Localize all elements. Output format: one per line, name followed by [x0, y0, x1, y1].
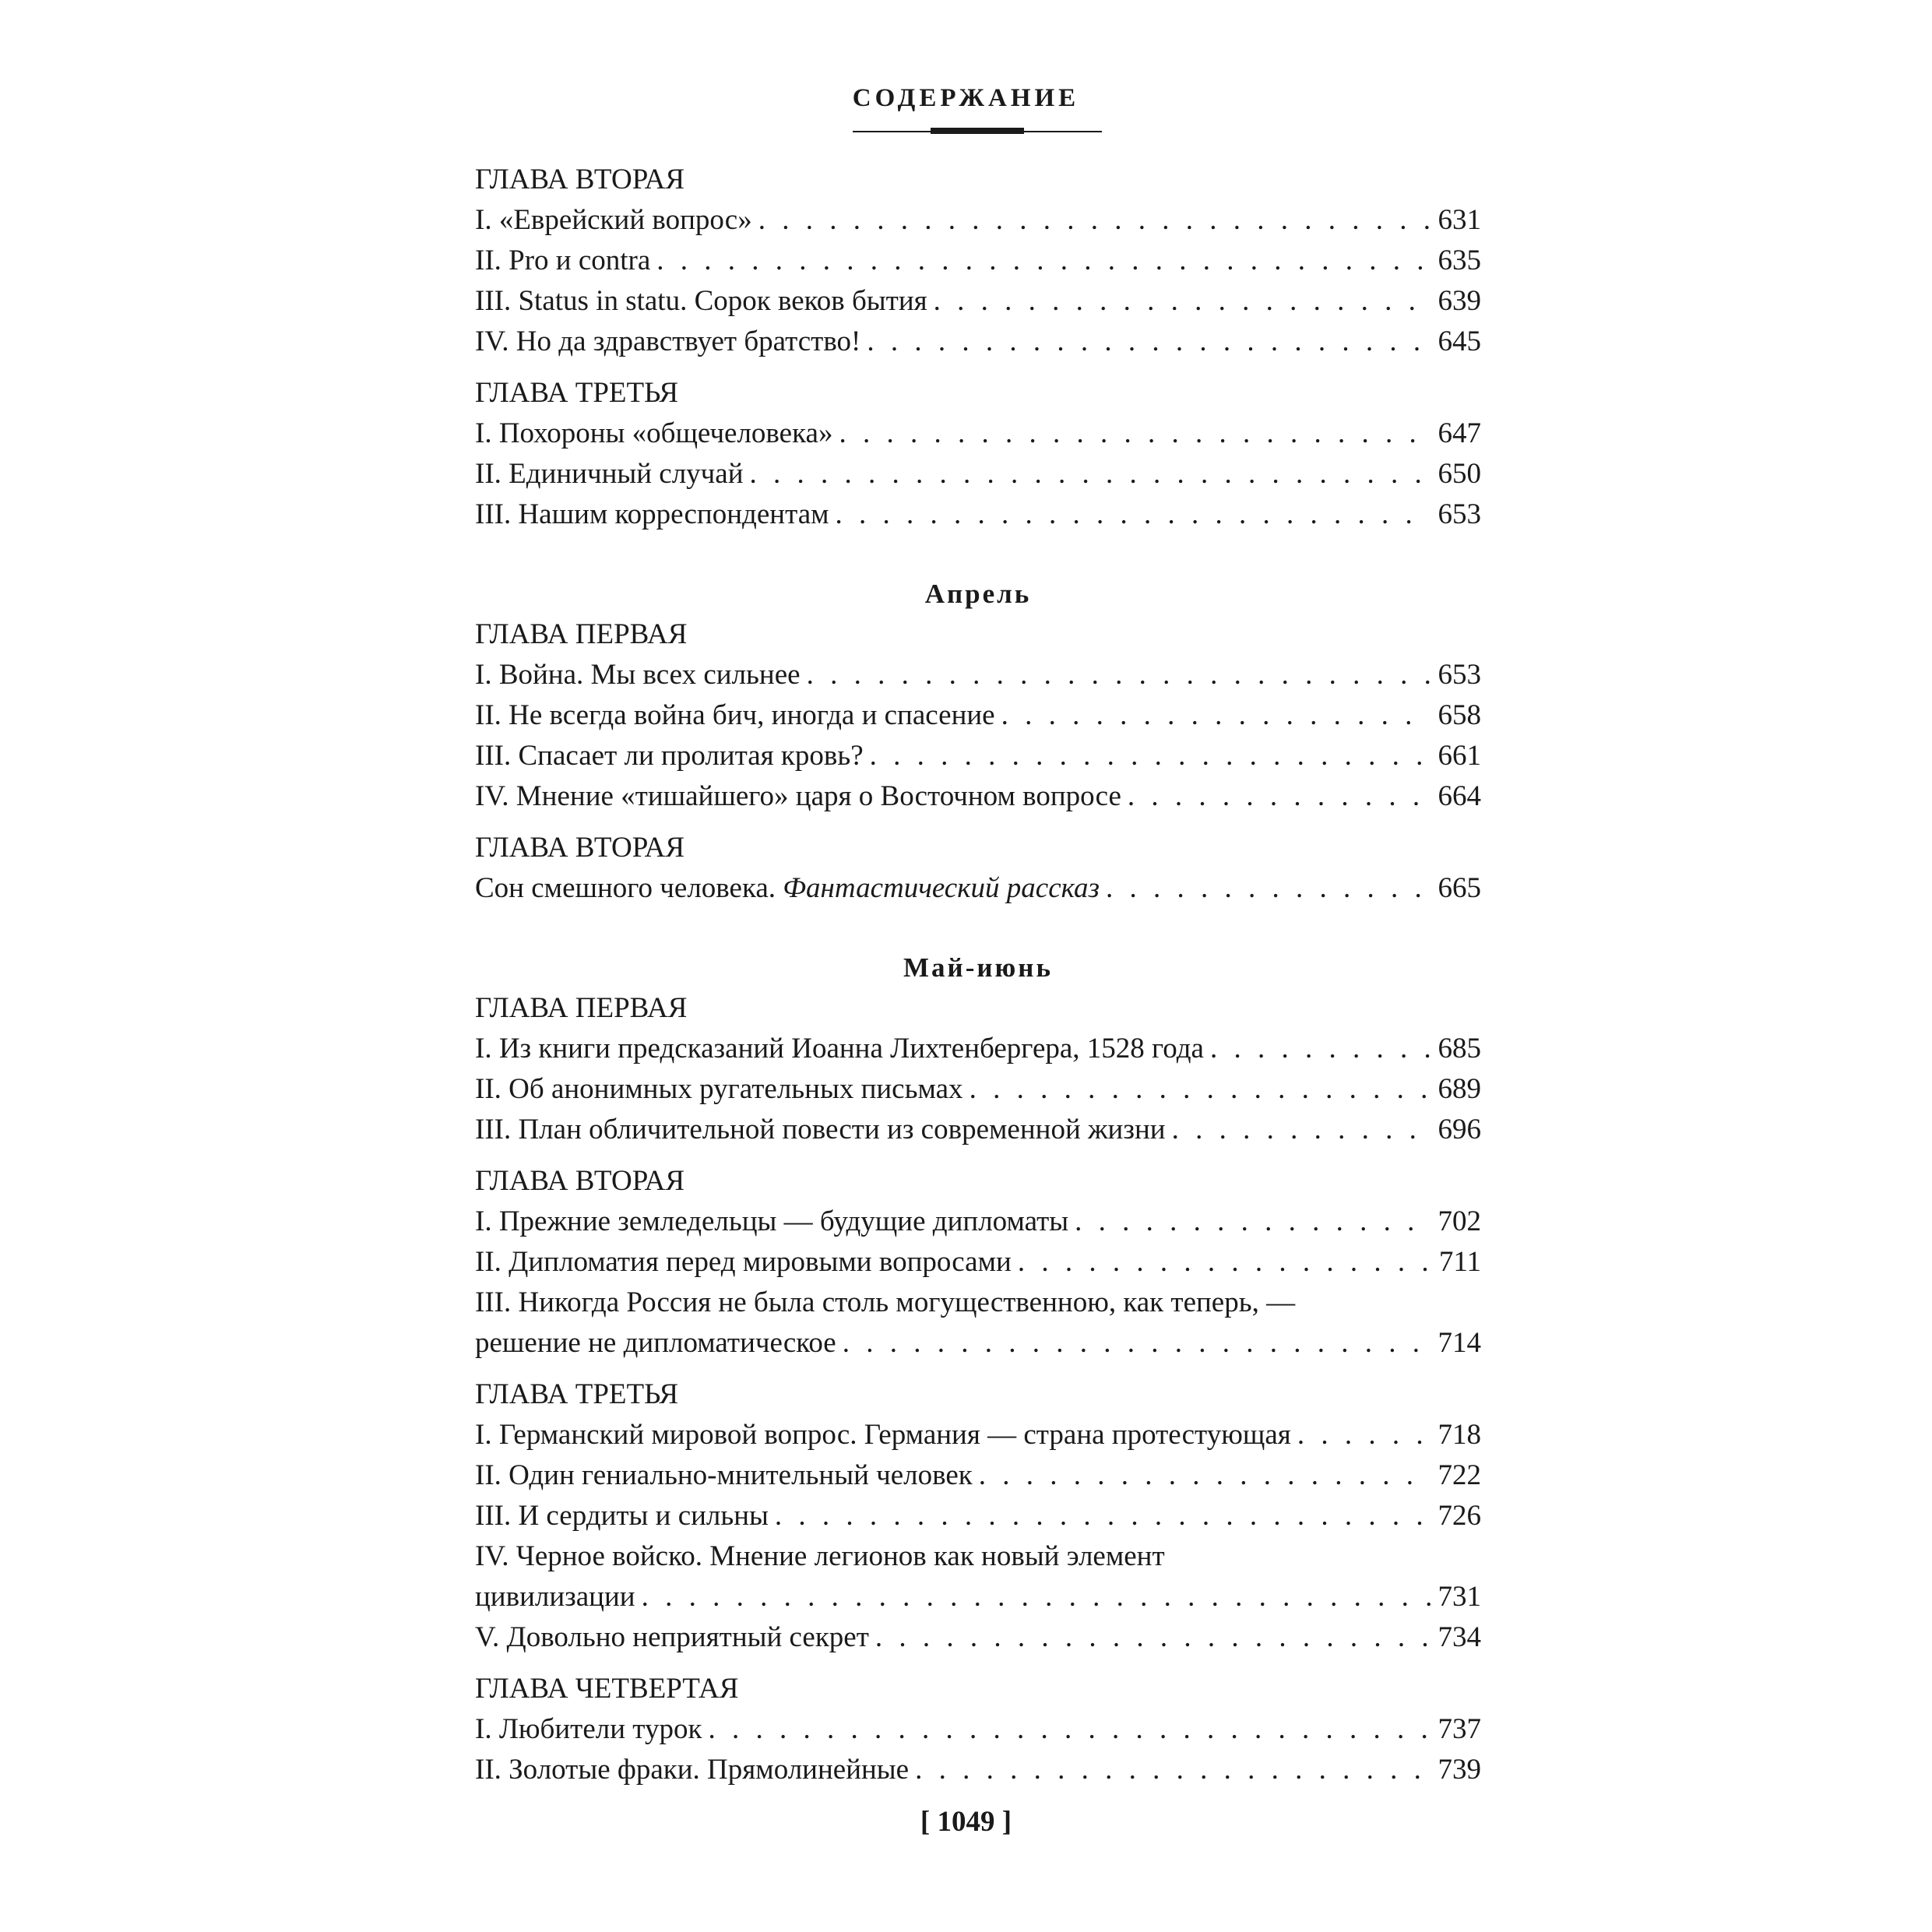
toc-entry: [475, 454, 1481, 494]
toc-entry: [475, 736, 1481, 776]
toc-entry: [475, 1617, 1481, 1658]
toc-entry-page: 702: [1438, 1205, 1481, 1237]
page-header-title: СОДЕРЖАНИЕ: [852, 84, 1080, 112]
toc-entry: [475, 1242, 1481, 1283]
leader-dots: [1128, 776, 1431, 817]
toc-entry-title: II. Золотые фраки. Прямолинейные: [475, 1754, 910, 1786]
toc-entry-page: 722: [1438, 1459, 1481, 1491]
chapter-heading: ГЛАВА ЧЕТВЕРТАЯ: [475, 1673, 739, 1705]
chapter-heading: ГЛАВА ВТОРАЯ: [475, 1165, 685, 1197]
toc-entry: [475, 695, 1481, 736]
leader-dots: [775, 1496, 1431, 1536]
leader-dots: [867, 322, 1430, 362]
toc-entry-page: 631: [1438, 204, 1481, 236]
toc-entry-title: I. Прежние земледельцы — будущие дипломаты: [475, 1205, 1069, 1237]
leader-dots: [750, 454, 1431, 494]
toc-entry-title: II. Об анонимных ругательных письмах: [475, 1073, 963, 1105]
toc-entry: [475, 241, 1481, 281]
leader-dots: [839, 413, 1430, 454]
leader-dots: [1001, 695, 1431, 736]
toc-entry-page: 685: [1438, 1033, 1481, 1065]
leader-dots: [708, 1709, 1430, 1750]
leader-dots: [870, 736, 1431, 776]
toc-entry-page: 650: [1438, 458, 1481, 490]
toc-entry: [475, 281, 1481, 322]
toc-entry-title: II. Дипломатия перед мировыми вопросами: [475, 1246, 1012, 1278]
toc-entry-title: [475, 868, 1106, 909]
toc-entry-title: I. «Еврейский вопрос»: [475, 204, 752, 236]
section-heading-may-june: Май-июнь: [903, 952, 1053, 983]
toc-entry: [475, 1750, 1481, 1790]
toc-entry-title: III. Нашим корреспондентам: [475, 498, 829, 530]
toc-entry: [475, 655, 1481, 695]
chapter-heading: ГЛАВА ТРЕТЬЯ: [475, 377, 679, 409]
leader-dots: [1018, 1242, 1431, 1283]
toc-entry-page: 661: [1438, 740, 1481, 772]
toc-entry-title: I. Любители турок: [475, 1713, 702, 1745]
leader-dots: [915, 1750, 1430, 1790]
toc-entry-title: II. Не всегда война бич, иногда и спасение: [475, 699, 995, 731]
toc-entry-page: 711: [1438, 1246, 1481, 1278]
toc-entry-title: III. Спасает ли пролитая кровь?: [475, 740, 864, 772]
toc-entry-title-line2: решение не дипломатическое: [475, 1327, 836, 1359]
page-number: [ 1049 ]: [920, 1806, 1012, 1838]
toc-entry: [475, 868, 1481, 909]
toc-entry-page: 664: [1438, 780, 1481, 812]
toc-entry-page: 739: [1438, 1754, 1481, 1786]
leader-dots: [843, 1323, 1431, 1364]
toc-entry-page: 696: [1438, 1114, 1481, 1145]
toc-entry-title-line1: IV. Черное войско. Мнение легионов как новый элемент: [475, 1540, 1165, 1572]
toc-entry-title: I. Война. Мы всех сильнее: [475, 659, 801, 691]
leader-dots: [836, 494, 1431, 535]
toc-entry: [475, 413, 1481, 454]
toc-entry-page: 653: [1438, 498, 1481, 530]
leader-dots: [1172, 1110, 1431, 1150]
toc-entry-title: II. Единичный случай: [475, 458, 744, 490]
chapter-heading: ГЛАВА ТРЕТЬЯ: [475, 1378, 679, 1410]
toc-entry-page: 734: [1438, 1621, 1481, 1653]
section-heading-april: Апрель: [924, 579, 1032, 609]
toc-entry: [475, 200, 1481, 241]
chapter-heading: ГЛАВА ВТОРАЯ: [475, 164, 685, 195]
toc-entry-title: I. Похороны «общечеловека»: [475, 417, 833, 449]
toc-entry: [475, 1323, 1481, 1364]
leader-dots: [934, 281, 1431, 322]
toc-entry: [475, 1202, 1481, 1242]
toc-entry-page: 647: [1438, 417, 1481, 449]
toc-entry-title: II. Pro и contra: [475, 245, 651, 276]
leader-dots: [1075, 1202, 1430, 1242]
leader-dots: [875, 1617, 1431, 1658]
toc-entry-page: 645: [1438, 326, 1481, 357]
toc-entry-title-line2: цивилизации: [475, 1581, 635, 1613]
toc-entry-title: II. Один гениально-мнительный человек: [475, 1459, 973, 1491]
toc-entry: [475, 1455, 1481, 1496]
toc-entry-page: 714: [1438, 1327, 1481, 1359]
toc-entry: [475, 1577, 1481, 1617]
toc-entry-page: 731: [1438, 1581, 1481, 1613]
toc-entry-title: I. Из книги предсказаний Иоанна Лихтенбергера, 1528 года: [475, 1033, 1204, 1065]
toc-entry-page: 737: [1438, 1713, 1481, 1745]
leader-dots: [656, 241, 1430, 281]
toc-entry-page: 726: [1438, 1500, 1481, 1532]
leader-dots: [642, 1577, 1431, 1617]
toc-entry-title: IV. Мнение «тишайшего» царя о Восточном вопросе: [475, 780, 1121, 812]
toc-entry-page: 639: [1438, 285, 1481, 317]
toc-entry-title: V. Довольно неприятный секрет: [475, 1621, 869, 1653]
leader-dots: [1210, 1029, 1431, 1069]
header-rule-accent: [931, 128, 1024, 134]
leader-dots: [807, 655, 1431, 695]
leader-dots: [979, 1455, 1431, 1496]
toc-entry-title: III. Status in statu. Сорок веков бытия: [475, 285, 927, 317]
leader-dots: [1106, 868, 1431, 909]
toc-entry-title-plain: Сон смешного человека.: [475, 872, 783, 904]
toc-entry: [475, 494, 1481, 535]
toc-entry: [475, 776, 1481, 817]
toc-entry: [475, 1415, 1481, 1455]
table-of-contents: [475, 160, 1481, 1790]
toc-entry: [475, 1029, 1481, 1069]
toc-entry-title: III. План обличительной повести из современной жизни: [475, 1114, 1166, 1145]
toc-entry-title: I. Германский мировой вопрос. Германия — страна протестующая: [475, 1419, 1291, 1451]
toc-entry: [475, 1110, 1481, 1150]
toc-entry: [475, 1069, 1481, 1110]
leader-dots: [1297, 1415, 1431, 1455]
toc-entry-page: 665: [1438, 872, 1481, 904]
leader-dots: [970, 1069, 1431, 1110]
toc-entry-page: 653: [1438, 659, 1481, 691]
toc-entry-page: 718: [1438, 1419, 1481, 1451]
toc-entry-title: IV. Но да здравствует братство!: [475, 326, 861, 357]
toc-entry-page: 658: [1438, 699, 1481, 731]
chapter-heading: ГЛАВА ПЕРВАЯ: [475, 618, 688, 650]
toc-entry-page: 635: [1438, 245, 1481, 276]
chapter-heading: ГЛАВА ПЕРВАЯ: [475, 992, 688, 1024]
toc-entry-title: III. И сердиты и сильны: [475, 1500, 769, 1532]
toc-entry: [475, 322, 1481, 362]
toc-entry-title-italic: Фантастический рассказ: [783, 872, 1100, 904]
toc-entry-title-line1: III. Никогда Россия не была столь могущественною, как теперь, —: [475, 1286, 1296, 1318]
toc-entry: [475, 1709, 1481, 1750]
toc-entry-page: 689: [1438, 1073, 1481, 1105]
chapter-heading: ГЛАВА ВТОРАЯ: [475, 832, 685, 864]
toc-entry: [475, 1496, 1481, 1536]
leader-dots: [758, 200, 1431, 241]
